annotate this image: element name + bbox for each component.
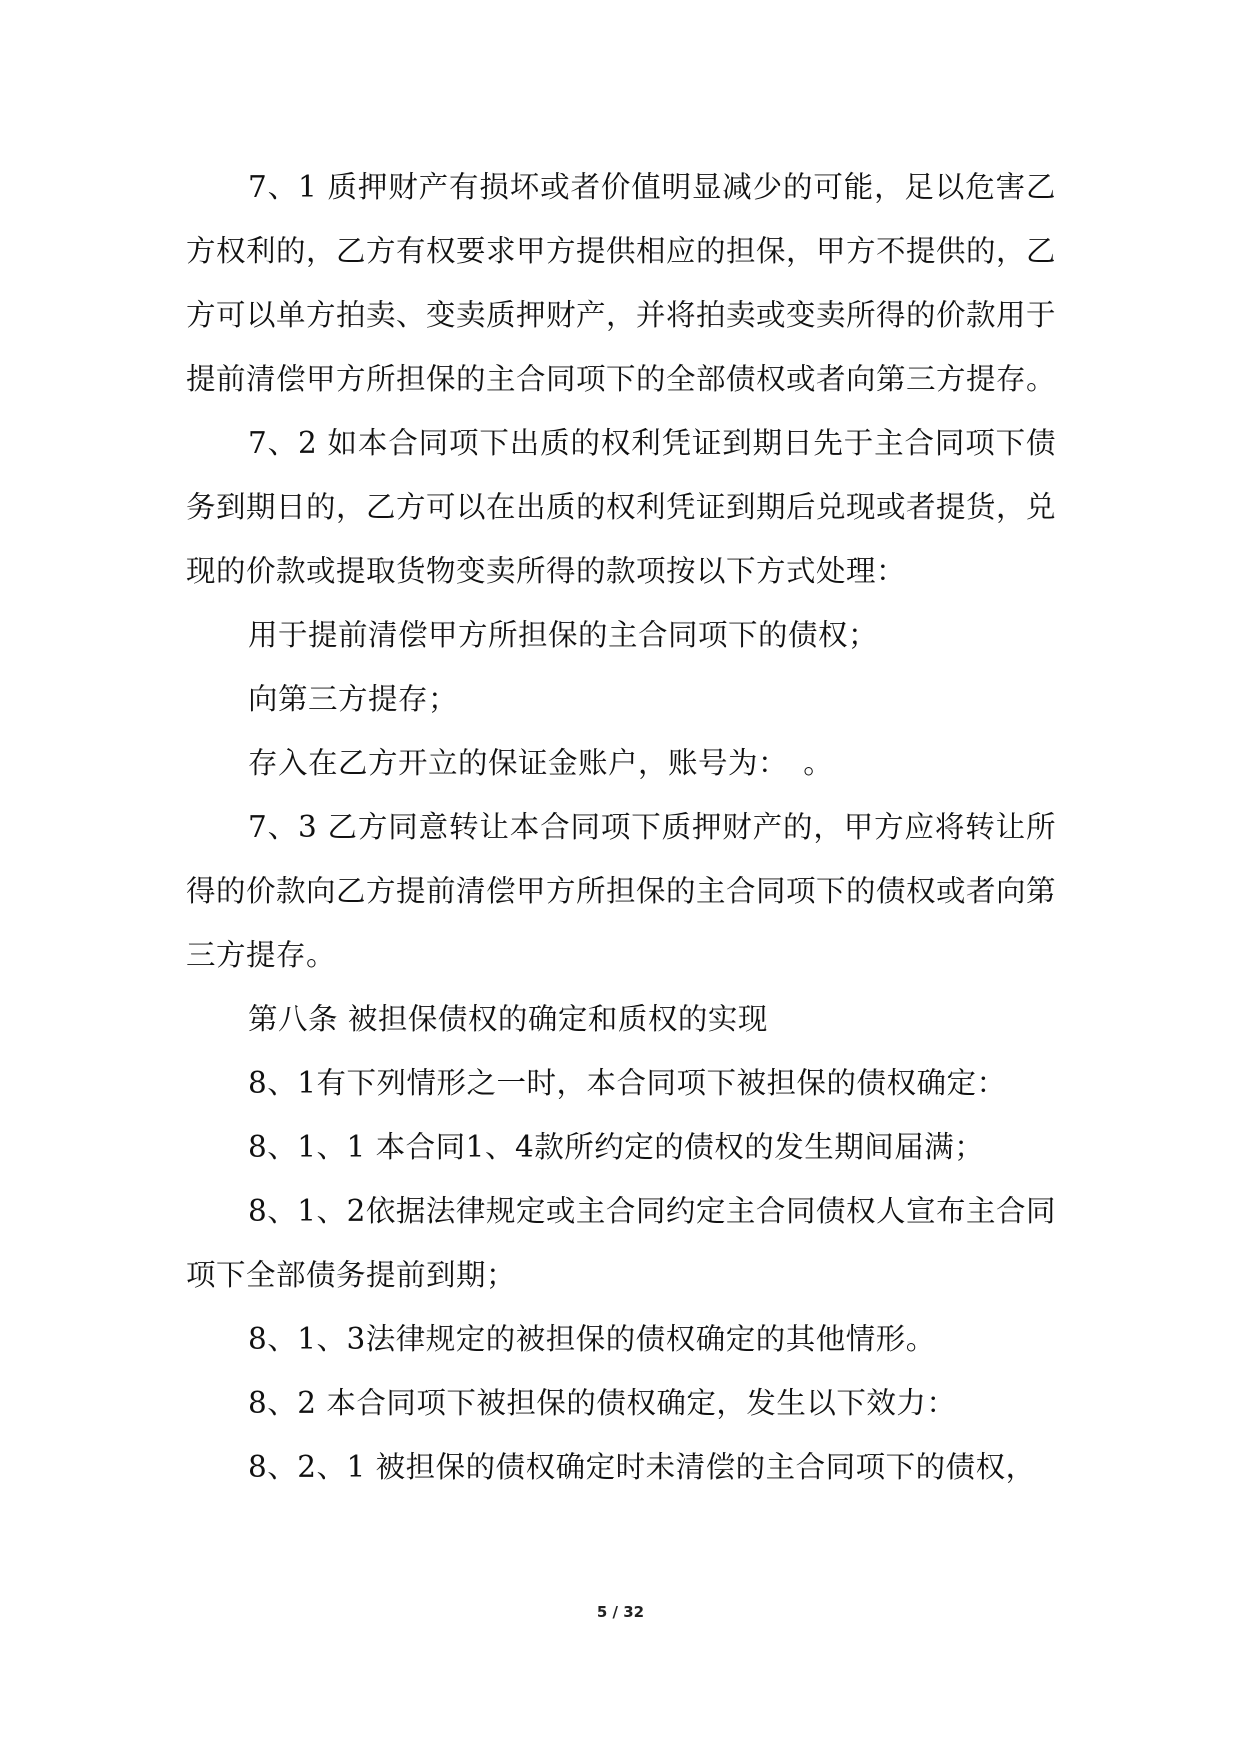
paragraph-option-2: 向第三方提存； xyxy=(248,682,459,716)
paragraph-8-2-1: 8、2、1 被担保的债权确定时未清偿的主合同项下的债权， xyxy=(248,1450,1036,1484)
paragraph-8-1-2: 8、1、2依据法律规定或主合同约定主合同债权人宣布主合同项下全部债务提前到期； xyxy=(186,1194,1056,1292)
page-number: 5 / 32 xyxy=(596,1603,645,1621)
paragraph-7-1: 7、1 质押财产有损坏或者价值明显减少的可能，足以危害乙方权利的，乙方有权要求甲方提供相应的担保，甲方不提供的，乙方可以单方拍卖、变卖质押财产，并将拍卖或变卖所得的价款用于提前清偿甲方所担保的主合同项下的全部债权或者向第三方提存。 xyxy=(186,170,1057,396)
paragraph-8-1-1: 8、1、1 本合同1、4款所约定的债权的发生期间届满； xyxy=(248,1130,985,1164)
paragraph-7-3: 7、3 乙方同意转让本合同项下质押财产的，甲方应将转让所得的价款向乙方提前清偿甲方所担保的主合同项下的债权或者向第三方提存。 xyxy=(186,810,1057,972)
paragraph-8-1-3: 8、1、3法律规定的被担保的债权确定的其他情形。 xyxy=(248,1322,936,1356)
section-heading-article-8: 第八条 被担保债权的确定和质权的实现 xyxy=(248,1002,768,1036)
paragraph-8-1: 8、1有下列情形之一时，本合同项下被担保的债权确定： xyxy=(248,1066,1007,1100)
paragraph-8-2: 8、2 本合同项下被担保的债权确定，发生以下效力： xyxy=(248,1386,957,1420)
paragraph-option-1: 用于提前清偿甲方所担保的主合同项下的债权； xyxy=(248,618,879,652)
document-body xyxy=(186,155,1056,1499)
paragraph-7-2: 7、2 如本合同项下出质的权利凭证到期日先于主合同项下债务到期日的，乙方可以在出质的权利凭证到期后兑现或者提货，兑现的价款或提取货物变卖所得的款项按以下方式处理： xyxy=(186,426,1057,588)
paragraph-option-3: 存入在乙方开立的保证金账户，账号为： 。 xyxy=(248,746,834,780)
